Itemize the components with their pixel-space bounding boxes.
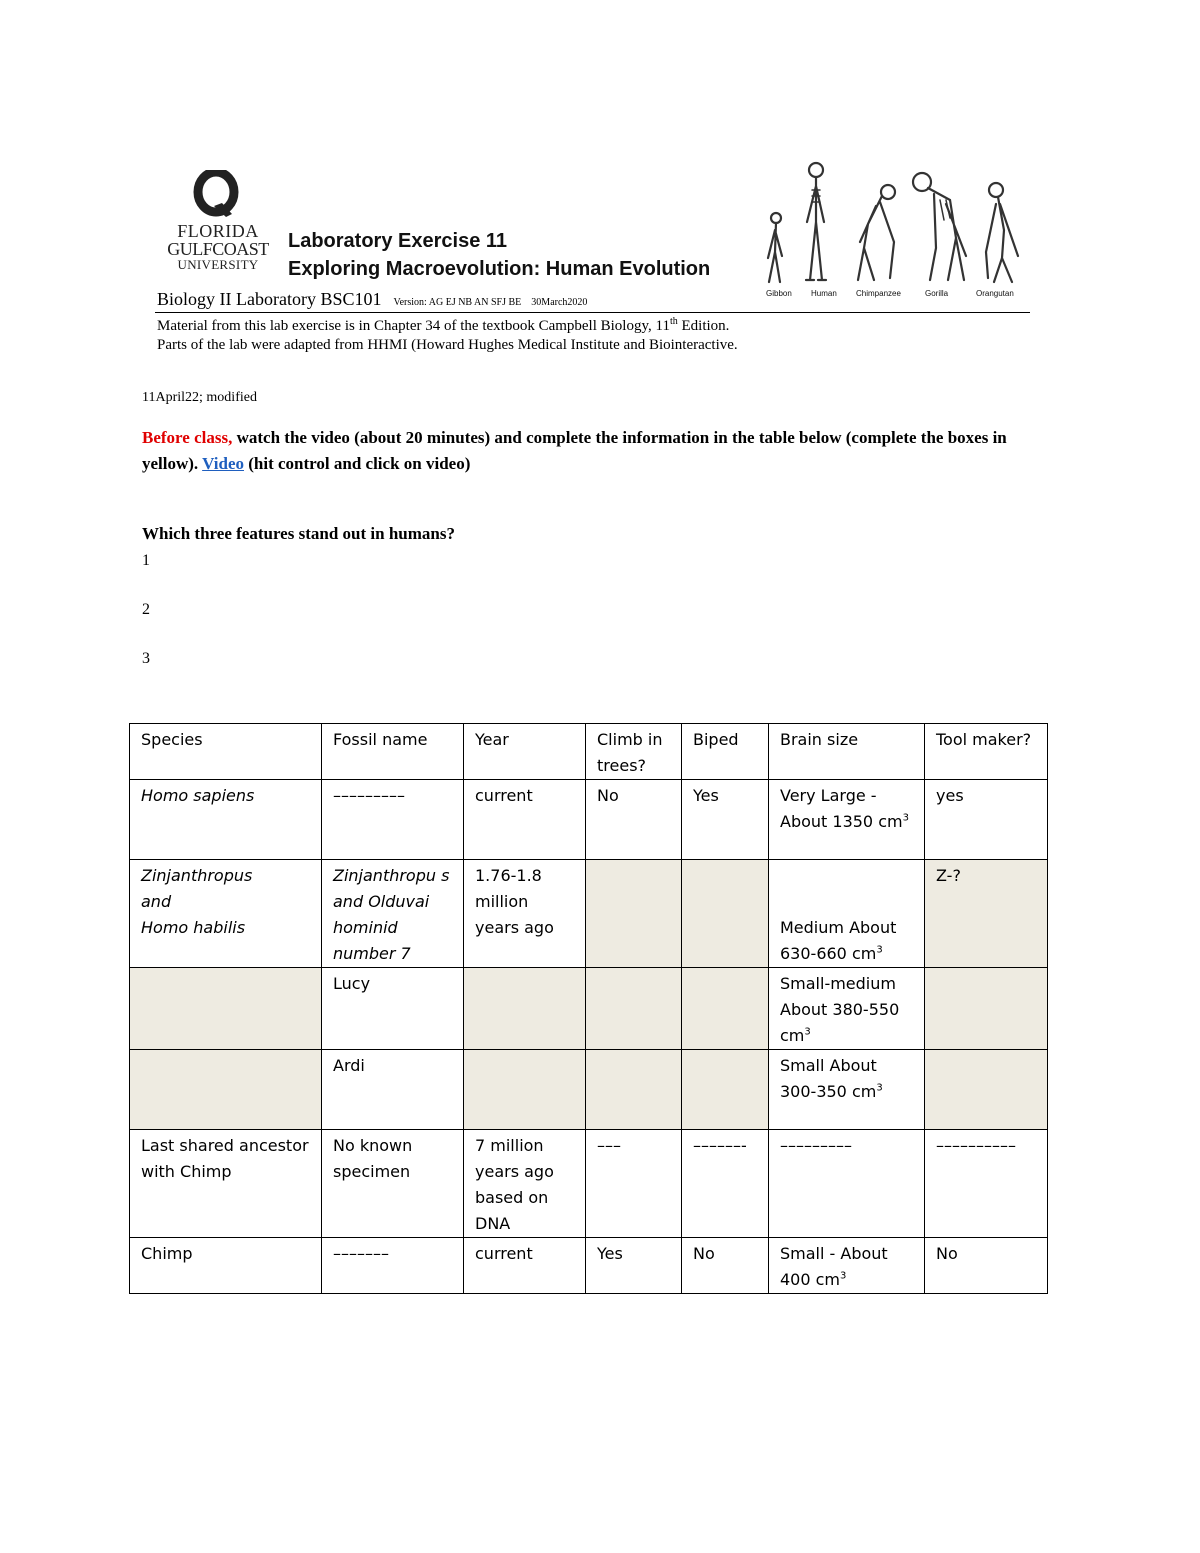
cell-climb-answer[interactable] — [586, 1050, 682, 1130]
cell-tool-maker[interactable]: Z-? — [925, 860, 1048, 968]
cell-brain-size — [769, 860, 925, 968]
cell-brain-size: ––––––––– — [769, 1130, 925, 1238]
cell-species: Chimp — [130, 1238, 322, 1294]
cell-biped: Yes — [682, 780, 769, 860]
intro-hhmi-line: Parts of the lab were adapted from HHMI (Howard Hughes Medical Institute and Biointeractive. — [157, 337, 738, 353]
cell-year: 7 million years ago based on DNA — [464, 1130, 586, 1238]
instructions-paragraph — [142, 425, 1062, 477]
cell-fossil-name: No known specimen — [322, 1130, 464, 1238]
cell-species-answer[interactable] — [130, 1050, 322, 1130]
cell-climb-answer[interactable] — [586, 968, 682, 1050]
course-line — [157, 289, 587, 310]
primate-label-orangutan: Orangutan — [976, 289, 1014, 298]
table-row-chimp — [130, 1238, 1048, 1294]
brain-size-text: Very Large - About 1350 cm — [780, 786, 903, 831]
cell-year-answer[interactable] — [464, 968, 586, 1050]
cell-species-answer[interactable] — [130, 968, 322, 1050]
fgcu-q-mark-icon — [192, 170, 240, 218]
cell-fossil-name: ––––––– — [322, 1238, 464, 1294]
cell-fossil-name — [322, 860, 464, 968]
cell-brain-size — [769, 1238, 925, 1294]
instructions-text: watch the video (about 20 minutes) and complete the information in the table below (complete the boxes in yellow). — [142, 428, 1007, 473]
cell-species: Homo sapiens — [130, 780, 322, 860]
brain-size-text: Medium About 630-660 cm — [780, 918, 897, 963]
cell-tool-maker: –––––––––– — [925, 1130, 1048, 1238]
intro-edition-superscript: th — [669, 316, 678, 327]
header-climb-in-trees: Climb in trees? — [586, 724, 682, 780]
lab-exercise-subtitle: Exploring Macroevolution: Human Evolution — [288, 258, 711, 280]
header-divider — [155, 312, 1030, 313]
cell-tool-maker: yes — [925, 780, 1048, 860]
table-row-ardi — [130, 1050, 1048, 1130]
table-row-last-shared-ancestor — [130, 1130, 1048, 1238]
modified-date-note: 11April22; modified — [142, 390, 257, 405]
cell-climb: No — [586, 780, 682, 860]
cell-tool-maker-answer[interactable] — [925, 968, 1048, 1050]
before-class-label: Before class, — [142, 428, 233, 447]
cell-year-answer[interactable] — [464, 1050, 586, 1130]
cell-biped-answer[interactable] — [682, 968, 769, 1050]
cell-climb-answer[interactable] — [586, 860, 682, 968]
answer-number-3: 3 — [142, 650, 150, 667]
header-year: Year — [464, 724, 586, 780]
cell-brain-size — [769, 780, 925, 860]
cell-species: Last shared ancestor with Chimp — [130, 1130, 322, 1238]
cubic-superscript: 3 — [876, 944, 883, 956]
cell-biped: ––––––- — [682, 1130, 769, 1238]
cell-year: current — [464, 780, 586, 860]
cell-brain-size — [769, 1050, 925, 1130]
cell-fossil-name: Ardi — [322, 1050, 464, 1130]
answer-number-2: 2 — [142, 601, 150, 618]
header-tool-maker: Tool maker? — [925, 724, 1048, 780]
header-fossil-name: Fossil name — [322, 724, 464, 780]
cubic-superscript: 3 — [840, 1270, 847, 1282]
course-name: Biology II Laboratory BSC101 — [157, 289, 382, 309]
intro-textbook-text: Material from this lab exercise is in Chapter 34 of the textbook Campbell Biology, 11 — [157, 318, 670, 334]
cell-biped-answer[interactable] — [682, 860, 769, 968]
table-row-homo-sapiens — [130, 780, 1048, 860]
primate-label-gibbon: Gibbon — [766, 289, 792, 298]
table-header-row — [130, 724, 1048, 780]
table-row-lucy — [130, 968, 1048, 1050]
brain-size-text: Small About 300-350 cm — [780, 1056, 877, 1101]
cell-biped: No — [682, 1238, 769, 1294]
cell-year: current — [464, 1238, 586, 1294]
hominin-comparison-table — [129, 723, 1048, 1294]
cell-tool-maker-answer[interactable] — [925, 1050, 1048, 1130]
header-brain-size: Brain size — [769, 724, 925, 780]
cell-climb: ––– — [586, 1130, 682, 1238]
header-biped: Biped — [682, 724, 769, 780]
table-row-zinjanthropus — [130, 860, 1048, 968]
logo-text-florida: FLORIDA — [177, 221, 259, 241]
primate-skeletons-figure — [760, 160, 1030, 302]
header-species: Species — [130, 724, 322, 780]
cell-tool-maker: No — [925, 1238, 1048, 1294]
brain-size-text: Small - About 400 cm — [780, 1244, 888, 1289]
primate-label-human: Human — [811, 289, 837, 298]
version-date: 30March2020 — [531, 297, 588, 308]
logo-text-gulfcoast: GULFCOAST — [167, 239, 269, 259]
primate-label-gorilla: Gorilla — [925, 289, 949, 298]
cubic-superscript: 3 — [902, 812, 909, 824]
instructions-hint: (hit control and click on video) — [244, 454, 471, 473]
cubic-superscript: 3 — [804, 1026, 811, 1038]
video-link[interactable]: Video — [202, 454, 244, 473]
cell-fossil-name: ––––––––– — [322, 780, 464, 860]
intro-textbook-line — [157, 316, 729, 335]
features-question: Which three features stand out in humans? — [142, 524, 455, 543]
cell-fossil-name: Lucy — [322, 968, 464, 1050]
cell-climb: Yes — [586, 1238, 682, 1294]
cell-biped-answer[interactable] — [682, 1050, 769, 1130]
cell-brain-size — [769, 968, 925, 1050]
cell-species: Zinjanthropus and Homo habilis — [130, 860, 322, 968]
cubic-superscript: 3 — [876, 1082, 883, 1094]
lab-exercise-title: Laboratory Exercise 11 — [288, 230, 508, 252]
cell-year: 1.76-1.8 million years ago — [464, 860, 586, 968]
logo-text-university: UNIVERSITY — [177, 257, 259, 272]
primate-skeletons-icon — [760, 160, 1030, 288]
primate-label-chimpanzee: Chimpanzee — [856, 289, 901, 298]
intro-edition-text: Edition. — [677, 318, 730, 334]
fossil-name-text: Zinjanthropu s and Olduvai hominid number 7 — [333, 866, 450, 963]
answer-number-1: 1 — [142, 552, 150, 569]
fgcu-logo — [166, 170, 270, 274]
version-text: Version: AG EJ NB AN SFJ BE — [393, 297, 522, 308]
brain-size-text: Small-medium About 380-550 cm — [780, 974, 900, 1045]
